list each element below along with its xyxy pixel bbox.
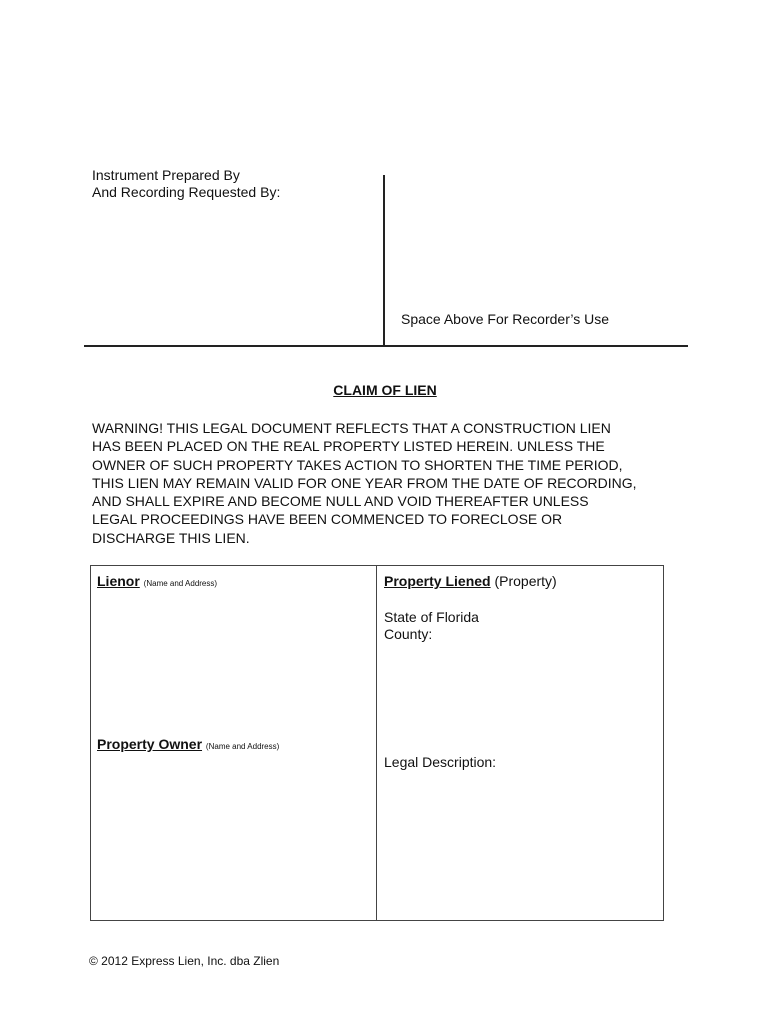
county-label: County: xyxy=(384,626,433,642)
header-rule xyxy=(84,345,688,347)
lienor-heading-note: (Name and Address) xyxy=(143,579,218,588)
property-liened-heading xyxy=(384,573,557,589)
preparer-line-2: And Recording Requested By: xyxy=(92,184,281,200)
property-owner-heading-note: (Name and Address) xyxy=(205,742,280,751)
warning-line: HAS BEEN PLACED ON THE REAL PROPERTY LISTED HEREIN. UNLESS THE xyxy=(92,438,605,455)
legal-description-label: Legal Description: xyxy=(384,754,497,770)
warning-line: THIS LIEN MAY REMAIN VALID FOR ONE YEAR FROM THE DATE OF RECORDING, xyxy=(92,474,637,491)
copyright-footer: © 2012 Express Lien, Inc. dba Zlien xyxy=(89,954,280,968)
table-column-divider xyxy=(376,565,377,921)
preparer-line-1: Instrument Prepared By xyxy=(92,167,240,183)
property-liened-heading-note: (Property) xyxy=(494,573,557,589)
state-label: State of Florida xyxy=(384,609,479,625)
warning-line: WARNING! THIS LEGAL DOCUMENT REFLECTS THAT A CONSTRUCTION LIEN xyxy=(92,420,611,436)
lienor-heading-label: Lienor xyxy=(97,573,140,589)
property-owner-heading-label: Property Owner xyxy=(97,736,203,752)
recorder-divider xyxy=(383,175,385,347)
property-owner-heading xyxy=(97,736,279,752)
warning-line: OWNER OF SUCH PROPERTY TAKES ACTION TO SHORTEN THE TIME PERIOD, xyxy=(92,456,623,473)
warning-line: DISCHARGE THIS LIEN. xyxy=(92,529,250,546)
document-title: CLAIM OF LIEN xyxy=(333,382,437,398)
recorder-use-label: Space Above For Recorder’s Use xyxy=(401,311,610,327)
warning-line: AND SHALL EXPIRE AND BECOME NULL AND VOID THEREAFTER UNLESS xyxy=(92,493,589,510)
warning-line: LEGAL PROCEEDINGS HAVE BEEN COMMENCED TO FORECLOSE OR xyxy=(92,511,563,528)
warning-paragraph xyxy=(92,419,692,547)
lienor-heading xyxy=(97,573,217,589)
property-liened-heading-label: Property Liened xyxy=(384,573,491,589)
